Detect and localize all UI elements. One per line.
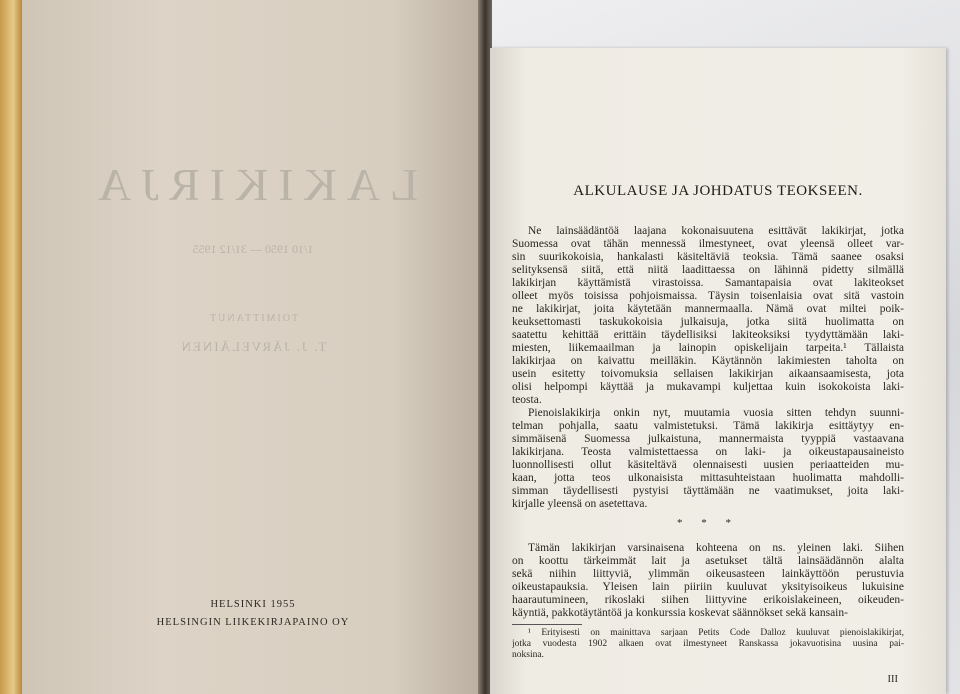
text-line: oikeustapauksia. Yleisen lain piiriin kuuluvat yksityisoikeus lukuisine [512,581,904,593]
text-line: teosta. [512,394,542,406]
footnote-line: ¹ Erityisesti on mainittava sarjaan Petits Code Dalloz kuuluvat pienoislakikirjat, [528,628,904,638]
text-line: miesten, liikemaailman ja lainopin opiskelijain tarpeita.¹ Tällaista [512,342,904,354]
text-line: telman pohjalla, saatu valmistetuksi. Tämä lakikirja esittäytyy en- [512,420,904,432]
text-line: simman täydellisesti pystyisi täyttämään ne vaatimukset, joita laki- [512,485,904,497]
show-through-dates: 1/10 1950 — 31/12 1955 [192,242,314,256]
text-line: Suomessa ovat tähän mennessä ilmestyneet, ovat yleensä olleet var- [512,238,904,250]
text-line: Ne lainsäädäntöä laajana kokonaisuutena esittävät lakikirjat, jotka [528,225,904,237]
left-page [22,0,484,694]
text-line: keuksettomasti taskukokoisia julkaisuja, jotka siitä huolimatta on [512,316,904,328]
show-through-editor: T. J. JÄRVELÄINEN [179,339,327,354]
page-number: III [887,674,898,685]
text-line: lakikirjaa on kaivattu meilläkin. Käytännön lakimiesten taholta on [512,355,904,367]
text-line: lakikirjana. Teosta valmistettaessa on laki- ja oikeustapausaineisto [512,446,904,458]
text-line: on koottu tärkeimmät lait ja asetukset tältä lainsäädännön alalta [512,555,904,567]
book-binding [0,0,22,694]
imprint-printer: HELSINGIN LIIKEKIRJAPAINO OY [156,617,350,628]
text-line: kaan, jotta teos ulkonaisista mittasuhteistaan huolimatta mahdolli- [512,472,904,484]
text-line: lakikirjan käyttämistä virastoissa. Samantapaisia ovat lakiteokset [512,277,904,289]
text-line: kirjalle yleensä on asetettava. [512,498,648,510]
text-line: olleet myös toisissa pohjoismaissa. Täysin toisenlaisia ovat sitä vastoin [512,290,904,302]
right-page [490,48,946,694]
text-line: haarautumineen, rikoslaki siihen liittyvine erikoislakeineen, oikeuden- [512,594,904,606]
text-line: sekä niihin liittyviä, ylimmän oikeusasteen lainkäyttöön perustuvia [512,568,904,580]
text-line: selityksensä siitä, että niitä laadittaessa on lähinnä pidetty silmällä [512,264,904,276]
paragraph [512,225,904,407]
show-through-editor-label: TOIMITTANUT [208,313,298,324]
page-heading: ALKULAUSE JA JOHDATUS TEOKSEEN. [573,183,863,199]
footnote-rule [512,624,582,625]
text-line: ne lakikirjat, joita käytetään mannermaalla. Nämä ovat miltei poik- [512,303,904,315]
text-line: olisi helpompi käyttää ja mukavampi kuljettaa kuin isokokoista laki- [512,381,904,393]
imprint-city-year: HELSINKI 1955 [210,599,296,610]
text-line: simmäisenä Suomessa julkaistuna, mannermaista tyyppiä vastaavana [512,433,904,445]
text-line: saatettu kehittää erittäin täydellisiksi lakiteoksiksi tyydyttämään laki- [512,329,904,341]
paragraph [512,407,904,511]
page-body [512,225,904,661]
text-line: sin suurikokoisia, hankalasti käsiteltäviä teoksia. Tämä saanee osaksi [512,251,904,263]
footnote-line: noksina. [512,650,544,660]
text-line: käyntiä, pakkotäytäntöä ja konkurssia koskevat säännökset sekä kansain- [512,607,848,619]
footnote-line: jotka vuodesta 1902 alkaen ovat ilmestyneet Ranskassa jokavuotisina uusina pai- [512,639,904,649]
text-line: usein esitetty toivomuksia sellaisen lakikirjan aikaansaamisesta, jota [512,368,904,380]
section-separator: * * * [677,517,739,529]
text-line: luonnollisesti ollut käsiteltävä olennaisesti uusien periaatteiden mu- [512,459,904,471]
text-line: Tämän lakikirjan varsinaisena kohteena on ns. yleinen laki. Siihen [528,542,904,554]
text-line: Pienoislakikirja onkin nyt, muutamia vuosia sitten tehdyn suunni- [528,407,904,419]
show-through-title: LAKIKIRJA [87,159,419,210]
